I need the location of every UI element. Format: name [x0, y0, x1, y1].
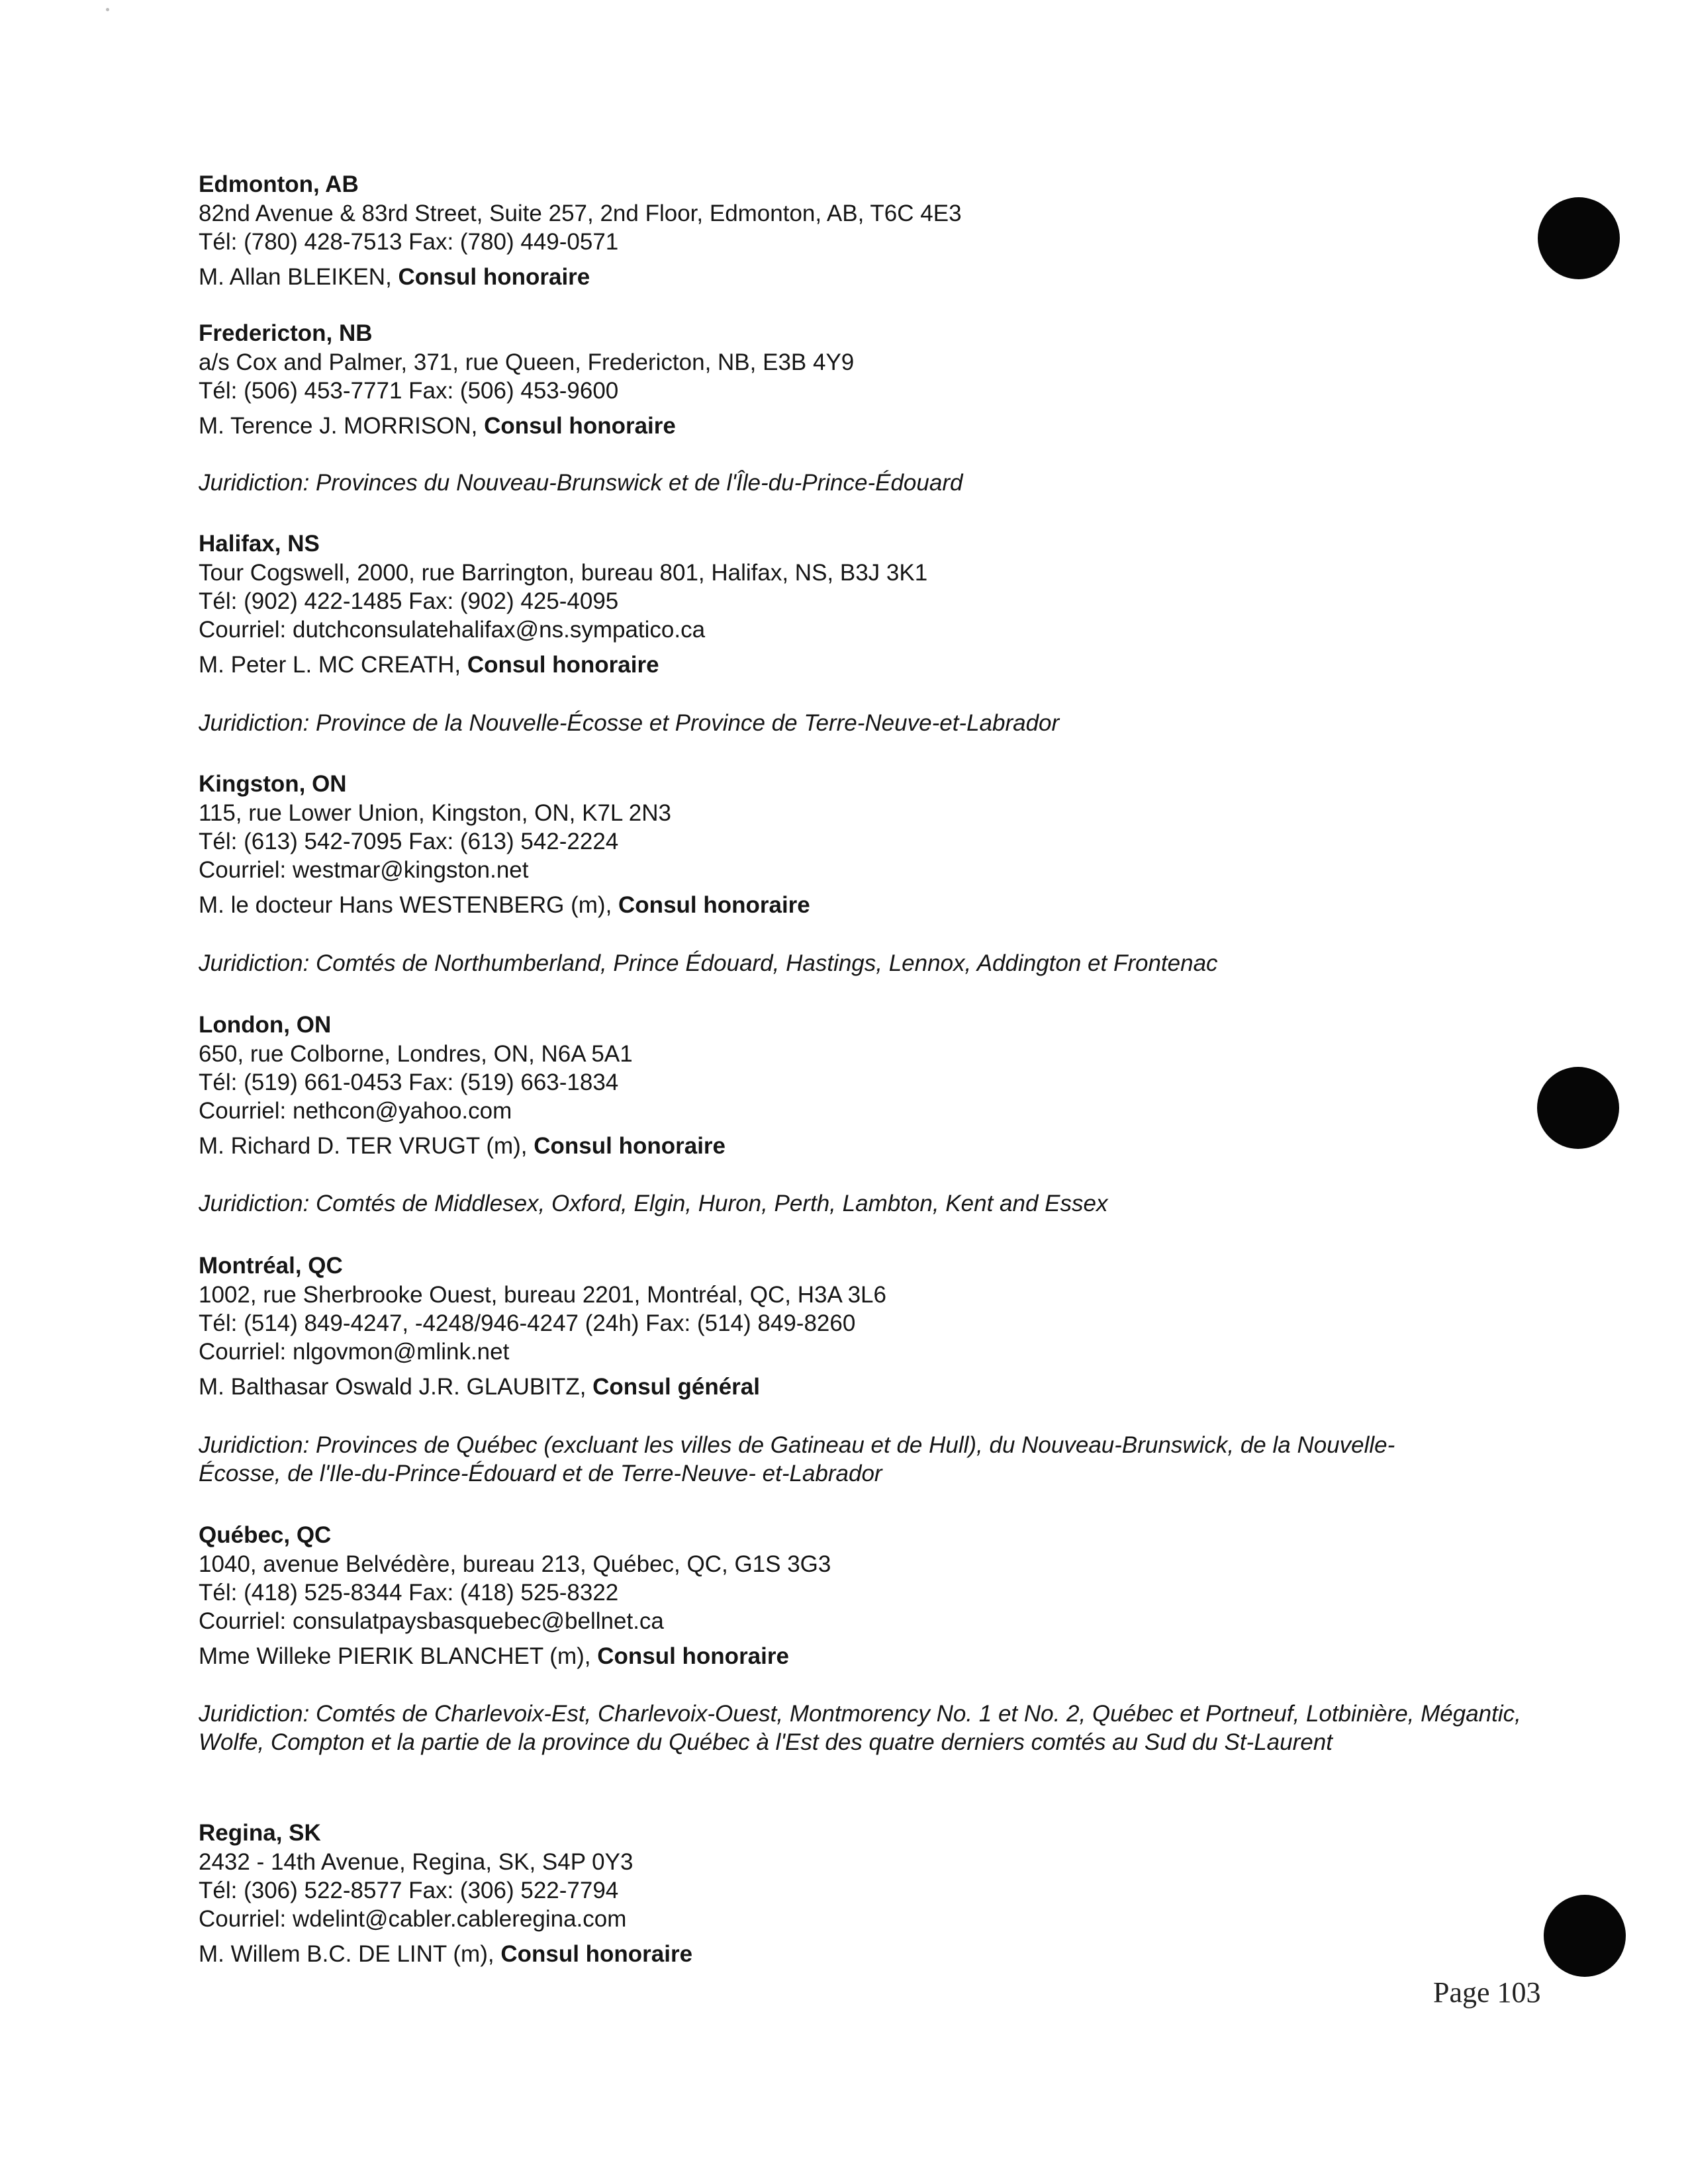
jurisdiction-note: Juridiction: Comtés de Charlevoix-Est, Charlevoix-Ouest, Montmorency No. 1 et No. 2, Québec et Portneuf, Lotbinière, Mégantic, Wolfe, Compton et la partie de la province du Québec à l'Est des quatre derniers comtés au Sud du St-Laurent — [199, 1701, 1521, 1755]
consulate-entry-fredericton — [199, 319, 1489, 441]
consul-title: Consul honoraire — [500, 1941, 693, 1967]
consul-line — [199, 1940, 1489, 1969]
phone-line: Tél: (506) 453-7771 Fax: (506) 453-9600 — [199, 378, 619, 404]
consul-name: Mme Willeke PIERIK BLANCHET (m), — [199, 1643, 598, 1669]
scan-speck — [106, 8, 109, 11]
punch-hole — [1544, 1895, 1626, 1977]
punch-hole — [1537, 1067, 1619, 1149]
city-heading: Fredericton, NB — [199, 320, 373, 346]
consul-name: M. Peter L. MC CREATH, — [199, 652, 467, 678]
phone-line: Tél: (780) 428-7513 Fax: (780) 449-0571 — [199, 229, 619, 255]
consulate-entry-montreal — [199, 1251, 1489, 1402]
consul-line — [199, 412, 1489, 441]
consul-line — [199, 651, 1489, 680]
consulate-entry-quebec — [199, 1521, 1489, 1671]
city-heading: London, ON — [199, 1012, 332, 1038]
consul-title: Consul honoraire — [534, 1133, 726, 1159]
jurisdiction-note: Juridiction: Provinces du Nouveau-Brunswick et de l'Île-du-Prince-Édouard — [199, 470, 963, 496]
address-line: 650, rue Colborne, Londres, ON, N6A 5A1 — [199, 1041, 633, 1067]
address-line: 1002, rue Sherbrooke Ouest, bureau 2201, Montréal, QC, H3A 3L6 — [199, 1282, 886, 1308]
consul-line — [199, 891, 1489, 920]
city-heading: Montréal, QC — [199, 1253, 343, 1279]
consulate-entry-london — [199, 1011, 1489, 1161]
address-line: 115, rue Lower Union, Kingston, ON, K7L 2N3 — [199, 800, 672, 826]
email-line: Courriel: dutchconsulatehalifax@ns.sympatico.ca — [199, 617, 706, 643]
city-heading: Edmonton, AB — [199, 171, 359, 197]
address-line: 1040, avenue Belvédère, bureau 213, Québec, QC, G1S 3G3 — [199, 1551, 831, 1577]
consul-line — [199, 1132, 1489, 1161]
consulate-entry-edmonton — [199, 170, 1489, 292]
consul-line — [199, 263, 1489, 292]
consulate-entry-regina — [199, 1819, 1489, 1969]
phone-line: Tél: (306) 522-8577 Fax: (306) 522-7794 — [199, 1878, 619, 1903]
consul-name: M. le docteur Hans WESTENBERG (m), — [199, 892, 619, 918]
consul-line — [199, 1642, 1489, 1671]
address-line: 82nd Avenue & 83rd Street, Suite 257, 2nd Floor, Edmonton, AB, T6C 4E3 — [199, 201, 962, 226]
email-line: Courriel: nlgovmon@mlink.net — [199, 1339, 510, 1365]
consul-line — [199, 1373, 1489, 1402]
phone-line: Tél: (613) 542-7095 Fax: (613) 542-2224 — [199, 829, 619, 854]
consul-name: M. Richard D. TER VRUGT (m), — [199, 1133, 534, 1159]
phone-line: Tél: (519) 661-0453 Fax: (519) 663-1834 — [199, 1069, 619, 1095]
city-heading: Regina, SK — [199, 1820, 321, 1846]
address-line: Tour Cogswell, 2000, rue Barrington, bureau 801, Halifax, NS, B3J 3K1 — [199, 560, 928, 586]
consul-title: Consul honoraire — [398, 264, 590, 290]
consulate-entry-halifax — [199, 529, 1489, 680]
consul-name: M. Allan BLEIKEN, — [199, 264, 399, 290]
email-line: Courriel: nethcon@yahoo.com — [199, 1098, 512, 1124]
phone-line: Tél: (418) 525-8344 Fax: (418) 525-8322 — [199, 1580, 619, 1606]
city-heading: Kingston, ON — [199, 771, 347, 797]
jurisdiction-note: Juridiction: Province de la Nouvelle-Écosse et Province de Terre-Neuve-et-Labrador — [199, 710, 1060, 736]
consul-title: Consul honoraire — [618, 892, 810, 918]
consul-name: M. Balthasar Oswald J.R. GLAUBITZ, — [199, 1374, 593, 1400]
consul-title: Consul honoraire — [484, 413, 676, 439]
consul-title: Consul général — [592, 1374, 760, 1400]
email-line: Courriel: wdelint@cabler.cableregina.com — [199, 1906, 627, 1932]
consul-name: M. Terence J. MORRISON, — [199, 413, 485, 439]
consul-name: M. Willem B.C. DE LINT (m), — [199, 1941, 501, 1967]
consul-title: Consul honoraire — [467, 652, 659, 678]
punch-hole — [1538, 197, 1620, 279]
consulate-entry-kingston — [199, 770, 1489, 920]
city-heading: Halifax, NS — [199, 531, 320, 557]
jurisdiction-note: Juridiction: Comtés de Northumberland, Prince Édouard, Hastings, Lennox, Addington et Frontenac — [199, 950, 1218, 976]
phone-line: Tél: (902) 422-1485 Fax: (902) 425-4095 — [199, 588, 619, 614]
phone-line: Tél: (514) 849-4247, -4248/946-4247 (24h) Fax: (514) 849-8260 — [199, 1310, 856, 1336]
jurisdiction-note: Juridiction: Comtés de Middlesex, Oxford, Elgin, Huron, Perth, Lambton, Kent and Essex — [199, 1191, 1108, 1216]
jurisdiction-note: Juridiction: Provinces de Québec (excluant les villes de Gatineau et de Hull), du Nouveau-Brunswick, de la Nouvelle-Écosse, de l'Ile-du-Prince-Édouard et de Terre-Neuve- et-Labrador — [199, 1432, 1395, 1486]
email-line: Courriel: westmar@kingston.net — [199, 857, 529, 883]
email-line: Courriel: consulatpaysbasquebec@bellnet.ca — [199, 1608, 664, 1634]
city-heading: Québec, QC — [199, 1522, 332, 1548]
consul-title: Consul honoraire — [597, 1643, 789, 1669]
address-line: 2432 - 14th Avenue, Regina, SK, S4P 0Y3 — [199, 1849, 633, 1875]
page-number: Page 103 — [1433, 1976, 1541, 2009]
address-line: a/s Cox and Palmer, 371, rue Queen, Fredericton, NB, E3B 4Y9 — [199, 349, 855, 375]
